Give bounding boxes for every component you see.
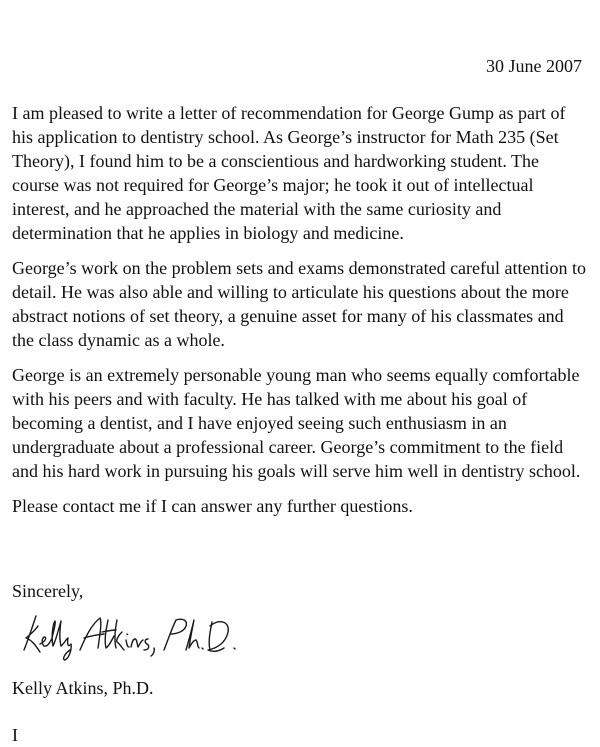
cut-off-text: I xyxy=(12,725,18,745)
letter-closing: Sincerely, xyxy=(12,581,84,601)
signer-name: Kelly Atkins, Ph.D. xyxy=(12,678,154,698)
paragraph-2: George’s work on the problem sets and exams demonstrated careful attention to detail. He was also able and willing to articulate his questions about the more abstract notions of set theory, a genuine asset for many of his classmates and the class dynamic as a whole. xyxy=(12,258,587,350)
handwritten-signature xyxy=(14,606,254,662)
paragraph-3: George is an extremely personable young man who seems equally comfortable with his peers and with faculty. He has talked with me about his goal of becoming a dentist, and I have enjoyed seeing such enthusiasm in an undergraduate about a professional career. George’s commitment to the field and his hard work in pursuing his goals will serve him well in dentistry school. xyxy=(12,365,581,481)
cut-off-text-line xyxy=(12,702,18,745)
paragraph-1: I am pleased to write a letter of recommendation for George Gump as part of his application to dentistry school. As George’s instructor for Math 235 (Set Theory), I found him to be a conscientious and hardworking student. The course was not required for George’s major; he took it out of intellectual interest, and he approached the material with the same curiosity and determination that he applies in biology and medicine. xyxy=(12,103,566,243)
letter-body xyxy=(12,101,590,529)
letter-date: 30 June 2007 xyxy=(486,56,582,76)
signature-image xyxy=(14,606,254,662)
paragraph-4: Please contact me if I can answer any further questions. xyxy=(12,496,413,516)
